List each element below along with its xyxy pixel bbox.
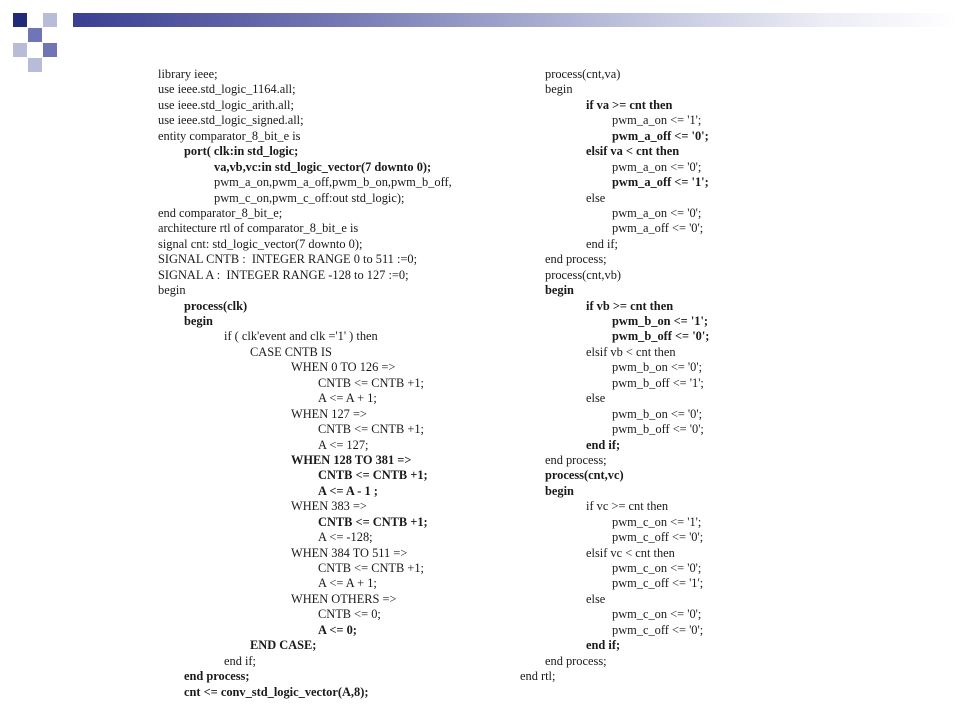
code-line: if va >= cnt then xyxy=(586,97,673,112)
code-line: end if; xyxy=(224,653,256,668)
code-line: architecture rtl of comparator_8_bit_e is xyxy=(158,221,359,236)
code-line: elsif va < cnt then xyxy=(586,144,680,159)
code-line: begin xyxy=(184,314,213,328)
code-line: WHEN 0 TO 126 => xyxy=(291,360,396,375)
code-line: end process; xyxy=(184,669,250,684)
code-line: WHEN 384 TO 511 => xyxy=(291,545,408,560)
code-line: end process; xyxy=(545,452,607,467)
code-line: use ieee.std_logic_arith.all; xyxy=(158,97,294,112)
code-line: pwm_c_off <= '1'; xyxy=(612,576,704,591)
deco-square-mid xyxy=(43,43,57,57)
code-line: elsif vb < cnt then xyxy=(586,344,676,359)
code-line: cnt <= conv_std_logic_vector(A,8); xyxy=(184,684,369,699)
code-line: A <= 127; xyxy=(318,437,369,452)
code-line: if vc >= cnt then xyxy=(586,499,669,514)
code-line: if ( clk'event and clk ='1' ) then xyxy=(224,329,378,344)
code-line: end if; xyxy=(586,638,621,653)
code-line: pwm_a_on <= '0'; xyxy=(612,205,702,220)
code-line: use ieee.std_logic_1164.all; xyxy=(158,82,296,97)
deco-square-light xyxy=(13,43,27,57)
code-line: use ieee.std_logic_signed.all; xyxy=(158,113,304,128)
header-gradient-bar xyxy=(73,13,960,27)
code-line: WHEN 128 TO 381 => xyxy=(291,452,412,467)
deco-square-light xyxy=(43,13,57,27)
code-line: process(cnt,vb) xyxy=(545,267,622,282)
code-line: pwm_a_off <= '0'; xyxy=(612,128,709,143)
code-line: CNTB <= CNTB +1; xyxy=(318,561,424,575)
code-line: WHEN 383 => xyxy=(291,499,367,514)
code-line: va,vb,vc:in std_logic_vector(7 downto 0); xyxy=(214,159,432,174)
code-line: pwm_a_on,pwm_a_off,pwm_b_on,pwm_b_off, xyxy=(214,175,452,190)
code-line: A <= 0; xyxy=(318,622,357,637)
code-line: pwm_a_off <= '0'; xyxy=(612,221,704,236)
code-line: WHEN OTHERS => xyxy=(291,591,397,606)
code-line: A <= A - 1 ; xyxy=(318,483,378,498)
code-line: end if; xyxy=(586,437,621,452)
code-line: pwm_c_on <= '1'; xyxy=(612,514,702,529)
code-line: CNTB <= 0; xyxy=(318,607,381,622)
code-line: end process; xyxy=(545,653,607,668)
code-line: SIGNAL A : INTEGER RANGE -128 to 127 :=0; xyxy=(158,267,409,282)
code-line: pwm_a_on <= '1'; xyxy=(612,113,702,128)
code-line: pwm_c_on,pwm_c_off:out std_logic); xyxy=(214,190,405,205)
code-line: pwm_c_off <= '0'; xyxy=(612,530,704,545)
code-line: pwm_c_off <= '0'; xyxy=(612,622,704,637)
code-line: begin xyxy=(545,283,574,298)
code-line: port( clk:in std_logic; xyxy=(184,144,299,159)
code-line: END CASE; xyxy=(250,638,317,653)
code-line: end comparator_8_bit_e; xyxy=(158,205,283,220)
vhdl-code-left-column xyxy=(158,67,498,700)
code-line: A <= A + 1; xyxy=(318,391,377,406)
code-line: else xyxy=(586,391,606,406)
code-line: begin xyxy=(545,483,574,498)
code-line: end process; xyxy=(545,252,607,267)
code-line: library ieee; xyxy=(158,67,218,81)
code-line: process(clk) xyxy=(184,298,248,313)
code-line: process(cnt,vc) xyxy=(545,468,624,483)
code-line: pwm_b_off <= '1'; xyxy=(612,375,704,390)
code-line: CASE CNTB IS xyxy=(250,344,332,359)
code-line: CNTB <= CNTB +1; xyxy=(318,375,424,390)
code-line: pwm_a_on <= '0'; xyxy=(612,159,702,174)
code-line: entity comparator_8_bit_e is xyxy=(158,128,301,143)
code-line: SIGNAL CNTB : INTEGER RANGE 0 to 511 :=0; xyxy=(158,252,418,267)
code-line: pwm_b_on <= '0'; xyxy=(612,360,703,375)
code-line: else xyxy=(586,591,606,606)
code-line: end if; xyxy=(586,236,618,251)
code-line: pwm_b_on <= '1'; xyxy=(612,314,709,328)
code-line: if vb >= cnt then xyxy=(586,298,674,313)
code-line: begin xyxy=(158,283,186,298)
code-line: pwm_c_on <= '0'; xyxy=(612,607,702,622)
code-line: CNTB <= CNTB +1; xyxy=(318,422,424,437)
code-line: CNTB <= CNTB +1; xyxy=(318,468,428,483)
code-line: end rtl; xyxy=(520,669,556,684)
code-line: process(cnt,va) xyxy=(545,67,621,81)
code-line: pwm_b_off <= '0'; xyxy=(612,329,710,344)
code-line: A <= A + 1; xyxy=(318,576,377,591)
deco-square-mid xyxy=(28,28,42,42)
deco-square-dark xyxy=(28,58,42,72)
code-line: CNTB <= CNTB +1; xyxy=(318,514,428,529)
code-line: pwm_a_off <= '1'; xyxy=(612,175,709,190)
code-line: else xyxy=(586,190,606,205)
code-line: WHEN 127 => xyxy=(291,406,367,421)
deco-square-dark xyxy=(13,13,27,27)
code-line: begin xyxy=(545,82,573,97)
code-line: pwm_b_off <= '0'; xyxy=(612,422,704,437)
code-line: signal cnt: std_logic_vector(7 downto 0); xyxy=(158,236,363,251)
vhdl-code-right-column xyxy=(520,67,770,685)
code-line: pwm_b_on <= '0'; xyxy=(612,406,703,421)
code-line: elsif vc < cnt then xyxy=(586,545,675,560)
code-line: pwm_c_on <= '0'; xyxy=(612,561,702,575)
code-line: A <= -128; xyxy=(318,530,373,545)
